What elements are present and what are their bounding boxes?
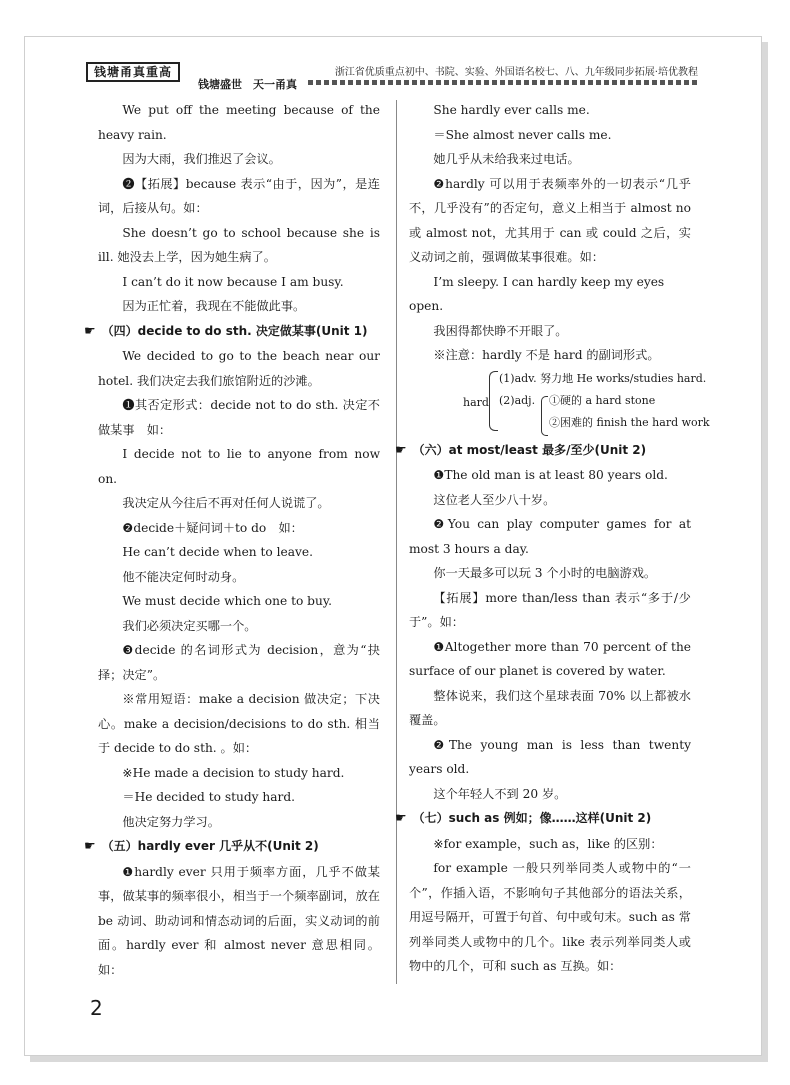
paragraph: ❷You can play computer games for at most 3 hours a day.: [409, 517, 691, 556]
paragraph: We decided to go to the beach near our hotel. 我们决定去我们旅馆附近的沙滩。: [98, 349, 380, 388]
paragraph: I can’t do it now because I am busy.: [122, 274, 344, 289]
paragraph: ❶hardly ever 只用于频率方面，几乎不做某事，做某事的频率很小，相当于一个频率副词，放在 be 动词、助动词和情态动词的后面，实义动词的前面。hardly ever 和 almost never 意思相同。如：: [98, 864, 380, 977]
paragraph: We put off the meeting because of the heavy rain.: [98, 103, 380, 142]
paragraph: ❷The young man is less than twenty years old.: [409, 737, 691, 776]
section-heading: [84, 834, 380, 860]
section-title: （七）such as 例如；像……这样(Unit 2): [412, 811, 652, 825]
column-divider: [396, 100, 397, 984]
paragraph: ❸decide 的名词形式为 decision，意为“抉择；决定”。: [98, 643, 380, 682]
section-heading: [395, 806, 691, 832]
paragraph: 【拓展】more than/less than 表示“多于/少于”。如：: [409, 590, 691, 629]
section-title: （四）decide to do sth. 决定做某事(Unit 1): [101, 323, 368, 338]
page-header: [58, 50, 698, 94]
pointing-hand-icon: ☛: [395, 811, 407, 826]
paragraph: ＝He decided to study hard.: [122, 790, 296, 804]
brace-root: hard: [463, 395, 489, 409]
paragraph: I’m sleepy. I can hardly keep my eyes open.: [409, 274, 665, 313]
right-column: [395, 98, 710, 979]
brand-logo: 钱塘甬真重高: [86, 62, 180, 82]
brand-slogan: 钱塘盛世 天一甬真: [198, 78, 297, 91]
brace-item: (2)adj.: [499, 393, 536, 407]
paragraph: 这位老人至少八十岁。: [433, 492, 556, 507]
paragraph: 她几乎从未给我来过电话。: [433, 152, 580, 166]
paragraph: ※注意：hardly 不是 hard 的副词形式。: [433, 348, 660, 362]
section-title: （六）at most/least 最多/至少(Unit 2): [412, 442, 647, 457]
brace-item: ②困难的 finish the hard work: [549, 415, 710, 429]
paragraph: We must decide which one to buy.: [122, 594, 332, 608]
section-heading: [395, 438, 691, 464]
paragraph: She doesn’t go to school because she is ill. 她没去上学，因为她生病了。: [98, 225, 380, 264]
hard-brace-diagram: [463, 368, 710, 438]
paragraph: ※He made a decision to study hard.: [122, 765, 345, 780]
paragraph: He can’t decide when to leave.: [122, 545, 313, 559]
paragraph: She hardly ever calls me.: [433, 103, 590, 117]
paragraph: 这个年轻人不到 20 岁。: [433, 786, 567, 801]
section-heading: [84, 319, 380, 345]
paragraph: ❶Altogether more than 70 percent of the surface of our planet is covered by water.: [409, 639, 691, 678]
header-rule: [308, 80, 698, 85]
pointing-hand-icon: ☛: [84, 323, 96, 339]
left-column: [84, 98, 380, 982]
pointing-hand-icon: ☛: [84, 839, 96, 854]
brace-item: ①硬的 a hard stone: [549, 393, 656, 407]
paragraph: ※常用短语：make a decision 做决定；下决心。make a decision/decisions to do sth. 相当于 decide to do sth. 。如：: [98, 692, 380, 755]
paragraph: for example 一般只列举同类人或物中的“一个”，作插入语，不影响句子其他部分的语法关系，用逗号隔开，可置于句首、句中或句末。such as 常列举同类人或物中的几个。like 表示列举同类人或物中的几个，可和 such as 互换。如：: [409, 861, 691, 973]
brace: [541, 396, 548, 436]
brace: [489, 371, 498, 431]
paragraph: 他决定努力学习。: [122, 814, 220, 829]
paragraph: 因为正忙着，我现在不能做此事。: [122, 299, 306, 313]
paragraph: ※for example，such as，like 的区别：: [433, 836, 663, 851]
paragraph: ❶其否定形式：decide not to do sth. 决定不做某事 如：: [98, 398, 380, 437]
paragraph: ❶The old man is at least 80 years old.: [433, 468, 668, 482]
paragraph: 他不能决定何时动身。: [122, 569, 245, 584]
page-number: 2: [90, 996, 103, 1020]
paragraph: ❷【拓展】because 表示“由于，因为”，是连词，后接从句。如：: [98, 176, 380, 215]
paragraph: ＝She almost never calls me.: [433, 127, 612, 142]
paragraph: ❷hardly 可以用于表频率外的一切表示“几乎不，几乎没有”的否定句，意义上相当于 almost no 或 almost not，尤其用于 can 或 could 之后，实义动词之前，强调做某事很难。如：: [409, 176, 691, 264]
paragraph: 我决定从今往后不再对任何人说谎了。: [122, 496, 330, 510]
pointing-hand-icon: ☛: [395, 442, 407, 458]
brace-item: (1)adv. 努力地 He works/studies hard.: [499, 371, 707, 385]
paragraph: 我们必须决定买哪一个。: [122, 618, 257, 633]
paragraph: 我困得都快睁不开眼了。: [433, 323, 568, 338]
section-title: （五）hardly ever 几乎从不(Unit 2): [101, 839, 319, 853]
paragraph: 你一天最多可以玩 3 个小时的电脑游戏。: [433, 566, 657, 580]
paragraph: 整体说来，我们这个星球表面 70% 以上都被水覆盖。: [409, 688, 691, 727]
paragraph: I decide not to lie to anyone from now on.: [98, 447, 380, 486]
paragraph: 因为大雨，我们推迟了会议。: [122, 152, 281, 166]
series-title: 浙江省优质重点初中、书院、实验、外国语名校七、八、九年级同步拓展·培优教程: [334, 67, 698, 78]
paragraph: ❷decide＋疑问词＋to do 如：: [122, 520, 303, 535]
